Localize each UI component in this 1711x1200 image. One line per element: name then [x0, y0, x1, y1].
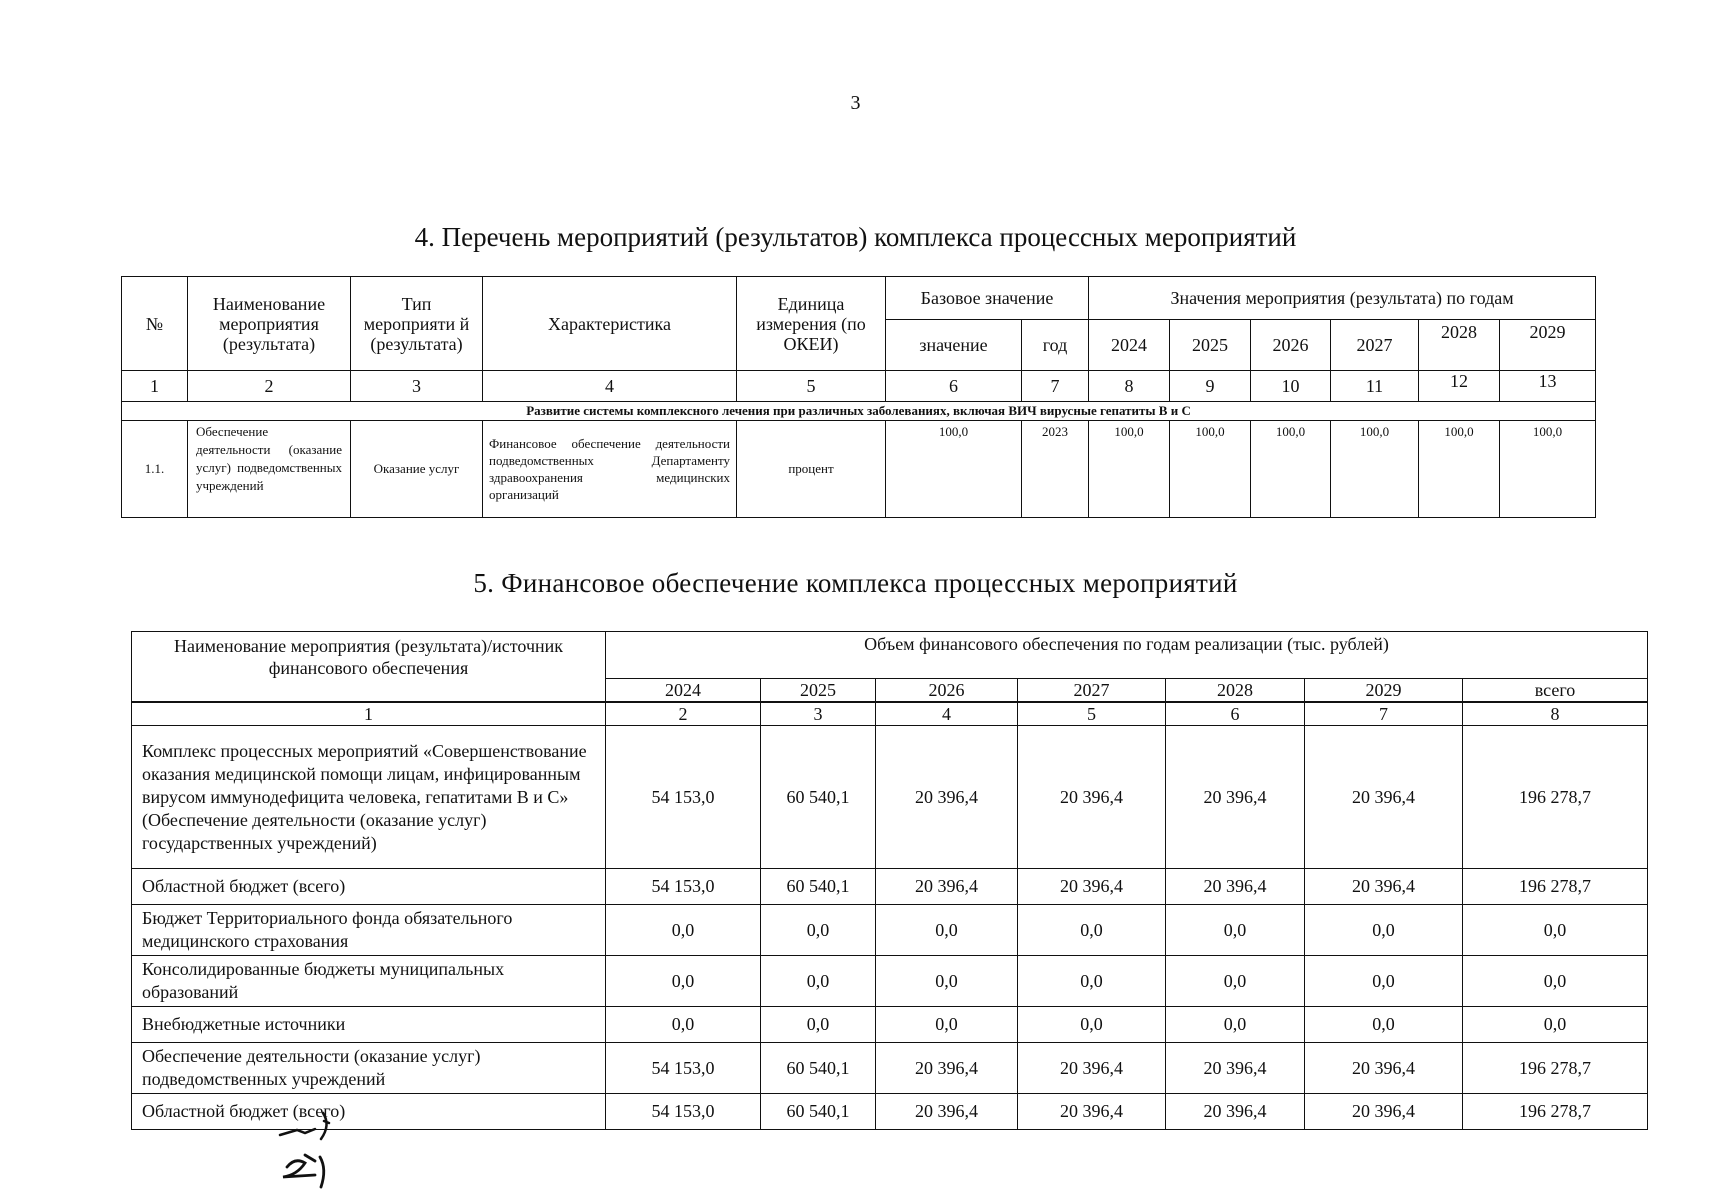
table-row — [132, 956, 1648, 1007]
row-value: 20 396,4 — [876, 869, 1018, 905]
row-value: 0,0 — [761, 1007, 876, 1043]
row-value: 0,0 — [1305, 905, 1463, 956]
row-total: 196 278,7 — [1463, 1043, 1648, 1094]
row-characteristic: Финансовое обеспечение деятельности подведомственных Департаменту здравоохранения медицинских организаций — [483, 421, 737, 518]
table-row — [132, 1043, 1648, 1094]
header-year: 2027 — [1331, 320, 1419, 371]
row-value: 20 396,4 — [1166, 869, 1305, 905]
header-year: 2026 — [1251, 320, 1331, 371]
row-value: 54 153,0 — [606, 1094, 761, 1130]
row-label: Областной бюджет (всего) — [132, 1094, 606, 1130]
row-label: Обеспечение деятельности (оказание услуг) подведомственных учреждений — [132, 1043, 606, 1094]
row-value: 54 153,0 — [606, 726, 761, 869]
row-value: 20 396,4 — [1018, 869, 1166, 905]
row-value: 60 540,1 — [761, 726, 876, 869]
row-label: Внебюджетные источники — [132, 1007, 606, 1043]
section-4-title: 4. Перечень мероприятий (результатов) комплекса процессных мероприятий — [414, 222, 1297, 252]
header-total: всего — [1463, 679, 1648, 703]
page-number: 3 — [850, 92, 861, 114]
row-value: 0,0 — [606, 1007, 761, 1043]
column-number: 11 — [1331, 371, 1419, 402]
table4-header-row-1 — [122, 277, 1596, 320]
row-value: 20 396,4 — [1166, 726, 1305, 869]
header-characteristic: Характеристика — [483, 277, 737, 371]
header-year: 2026 — [876, 679, 1018, 703]
header-base-year: год — [1022, 320, 1089, 371]
row-value: 60 540,1 — [761, 1094, 876, 1130]
row-base-year: 2023 — [1022, 421, 1089, 518]
column-number: 9 — [1170, 371, 1251, 402]
row-value: 54 153,0 — [606, 869, 761, 905]
table-row — [132, 1007, 1648, 1043]
table4-section-row — [122, 402, 1596, 421]
row-value: 20 396,4 — [1166, 1094, 1305, 1130]
header-volume: Объем финансового обеспечения по годам реализации (тыс. рублей) — [606, 632, 1648, 679]
row-total: 0,0 — [1463, 956, 1648, 1007]
row-base-value: 100,0 — [886, 421, 1022, 518]
header-year: 2027 — [1018, 679, 1166, 703]
row-value: 20 396,4 — [1305, 869, 1463, 905]
row-value: 20 396,4 — [1018, 726, 1166, 869]
row-value: 0,0 — [606, 956, 761, 1007]
table-row — [122, 421, 1596, 518]
header-unit: Единица измерения (по ОКЕИ) — [737, 277, 886, 371]
column-number: 13 — [1500, 371, 1596, 402]
header-year: 2028 — [1419, 320, 1500, 371]
header-year: 2029 — [1305, 679, 1463, 703]
row-value: 0,0 — [1305, 956, 1463, 1007]
column-number: 2 — [606, 702, 761, 726]
column-number: 1 — [132, 702, 606, 726]
row-value: 0,0 — [1018, 1007, 1166, 1043]
table-row — [132, 869, 1648, 905]
row-value: 20 396,4 — [1305, 1043, 1463, 1094]
column-number: 8 — [1463, 702, 1648, 726]
header-year: 2025 — [761, 679, 876, 703]
row-label: Комплекс процессных мероприятий «Совершенствование оказания медицинской помощи лицам, инфицированным вирусом иммунодефицита человека, гепатитами В и С» (Обеспечение деятельности (оказание услуг) государственных учреждений) — [132, 726, 606, 869]
row-value: 0,0 — [1305, 1007, 1463, 1043]
row-total: 196 278,7 — [1463, 1094, 1648, 1130]
handwritten-signature — [275, 1105, 345, 1190]
row-value: 0,0 — [606, 905, 761, 956]
row-value: 20 396,4 — [1018, 1094, 1166, 1130]
header-by-years: Значения мероприятия (результата) по годам — [1089, 277, 1596, 320]
row-value: 20 396,4 — [1018, 1043, 1166, 1094]
row-value: 0,0 — [761, 905, 876, 956]
row-value: 20 396,4 — [1305, 1094, 1463, 1130]
row-value: 100,0 — [1251, 421, 1331, 518]
row-value: 20 396,4 — [876, 726, 1018, 869]
row-value: 0,0 — [1018, 905, 1166, 956]
table5-column-numbers — [132, 702, 1648, 726]
row-value: 60 540,1 — [761, 1043, 876, 1094]
row-value: 0,0 — [1018, 956, 1166, 1007]
row-unit: процент — [737, 421, 886, 518]
row-num: 1.1. — [122, 421, 188, 518]
column-number: 3 — [351, 371, 483, 402]
header-year: 2025 — [1170, 320, 1251, 371]
column-number: 4 — [876, 702, 1018, 726]
row-value: 20 396,4 — [1166, 1043, 1305, 1094]
table4-column-numbers — [122, 371, 1596, 402]
row-value: 0,0 — [876, 1007, 1018, 1043]
table-row — [132, 726, 1648, 869]
activities-table — [121, 276, 1596, 518]
column-number: 7 — [1305, 702, 1463, 726]
table5-header-row — [132, 632, 1648, 679]
row-value: 0,0 — [876, 956, 1018, 1007]
header-base-value: значение — [886, 320, 1022, 371]
row-value: 20 396,4 — [876, 1043, 1018, 1094]
header-source: Наименование мероприятия (результата)/источник финансового обеспечения — [132, 632, 606, 703]
table-row — [132, 1094, 1648, 1130]
row-value: 0,0 — [761, 956, 876, 1007]
header-year: 2024 — [1089, 320, 1170, 371]
row-value: 0,0 — [1166, 956, 1305, 1007]
row-label: Областной бюджет (всего) — [132, 869, 606, 905]
column-number: 5 — [737, 371, 886, 402]
row-value: 100,0 — [1170, 421, 1251, 518]
row-name: Обеспечение деятельности (оказание услуг) подведомственных учреждений — [188, 421, 351, 518]
row-value: 0,0 — [1166, 905, 1305, 956]
header-name: Наименование мероприятия (результата) — [188, 277, 351, 371]
header-year: 2028 — [1166, 679, 1305, 703]
row-total: 0,0 — [1463, 1007, 1648, 1043]
row-value: 100,0 — [1089, 421, 1170, 518]
row-value: 60 540,1 — [761, 869, 876, 905]
row-total: 196 278,7 — [1463, 869, 1648, 905]
row-total: 196 278,7 — [1463, 726, 1648, 869]
row-value: 0,0 — [876, 905, 1018, 956]
row-total: 0,0 — [1463, 905, 1648, 956]
financing-table — [131, 631, 1648, 1130]
header-year: 2024 — [606, 679, 761, 703]
header-year: 2029 — [1500, 320, 1596, 371]
row-value: 100,0 — [1331, 421, 1419, 518]
row-value: 100,0 — [1500, 421, 1596, 518]
row-value: 20 396,4 — [876, 1094, 1018, 1130]
table-row — [132, 905, 1648, 956]
row-type: Оказание услуг — [351, 421, 483, 518]
column-number: 5 — [1018, 702, 1166, 726]
column-number: 7 — [1022, 371, 1089, 402]
row-label: Бюджет Территориального фонда обязательного медицинского страхования — [132, 905, 606, 956]
column-number: 6 — [886, 371, 1022, 402]
section-5-title: 5. Финансовое обеспечение комплекса процессных мероприятий — [473, 568, 1238, 598]
header-num: № — [122, 277, 188, 371]
column-number: 3 — [761, 702, 876, 726]
row-value: 100,0 — [1419, 421, 1500, 518]
row-value: 54 153,0 — [606, 1043, 761, 1094]
header-base: Базовое значение — [886, 277, 1089, 320]
column-number: 8 — [1089, 371, 1170, 402]
column-number: 4 — [483, 371, 737, 402]
header-type: Тип мероприяти й (результата) — [351, 277, 483, 371]
column-number: 2 — [188, 371, 351, 402]
column-number: 1 — [122, 371, 188, 402]
section-heading: Развитие системы комплексного лечения при различных заболеваниях, включая ВИЧ вирусные гепатиты В и С — [122, 402, 1596, 421]
row-label: Консолидированные бюджеты муниципальных образований — [132, 956, 606, 1007]
column-number: 10 — [1251, 371, 1331, 402]
row-value: 20 396,4 — [1305, 726, 1463, 869]
column-number: 6 — [1166, 702, 1305, 726]
row-value: 0,0 — [1166, 1007, 1305, 1043]
column-number: 12 — [1419, 371, 1500, 402]
